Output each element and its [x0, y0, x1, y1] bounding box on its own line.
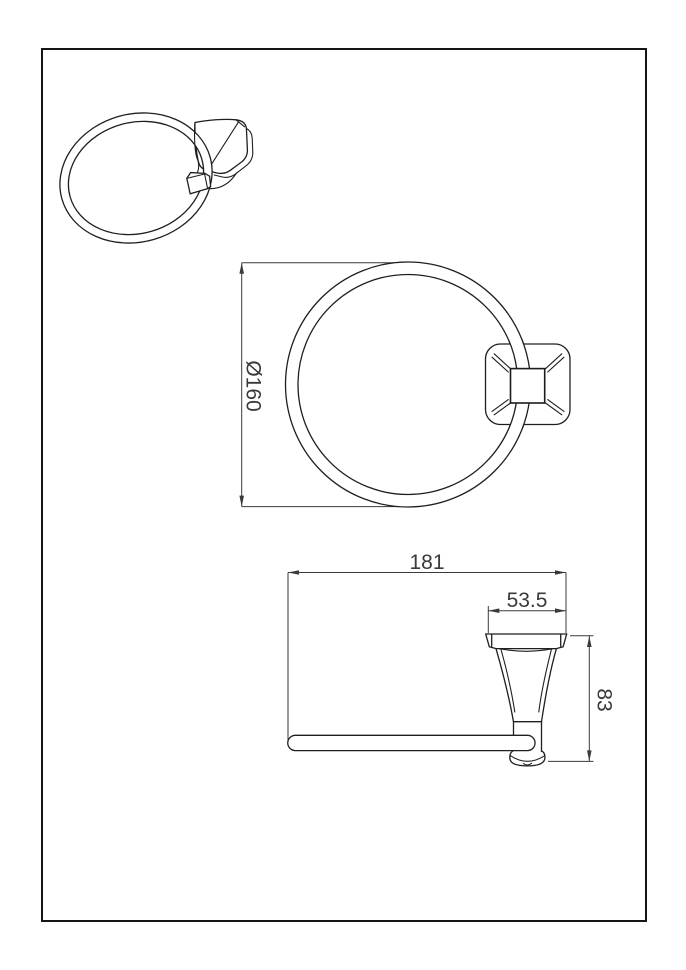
dim-label-181: 181: [409, 551, 445, 574]
dim-label-83: 83: [592, 687, 616, 712]
knob-cube-front: [511, 369, 545, 403]
arrowhead-up: [239, 263, 244, 274]
arrowhead-up: [587, 636, 592, 647]
dim-label-53-5: 53.5: [506, 589, 548, 612]
front-view: [239, 262, 570, 507]
perspective-view: [44, 95, 252, 260]
arrowhead-right: [555, 570, 566, 575]
arrowhead-down: [239, 496, 244, 507]
post-bottom-bulb: [510, 751, 545, 766]
dim-label-diameter-160: Ø160: [241, 359, 265, 412]
towel-bar-side: [288, 735, 535, 750]
arrowhead-left: [288, 570, 299, 575]
wall-plate-side: [486, 634, 567, 651]
arrowhead-down: [587, 750, 592, 761]
